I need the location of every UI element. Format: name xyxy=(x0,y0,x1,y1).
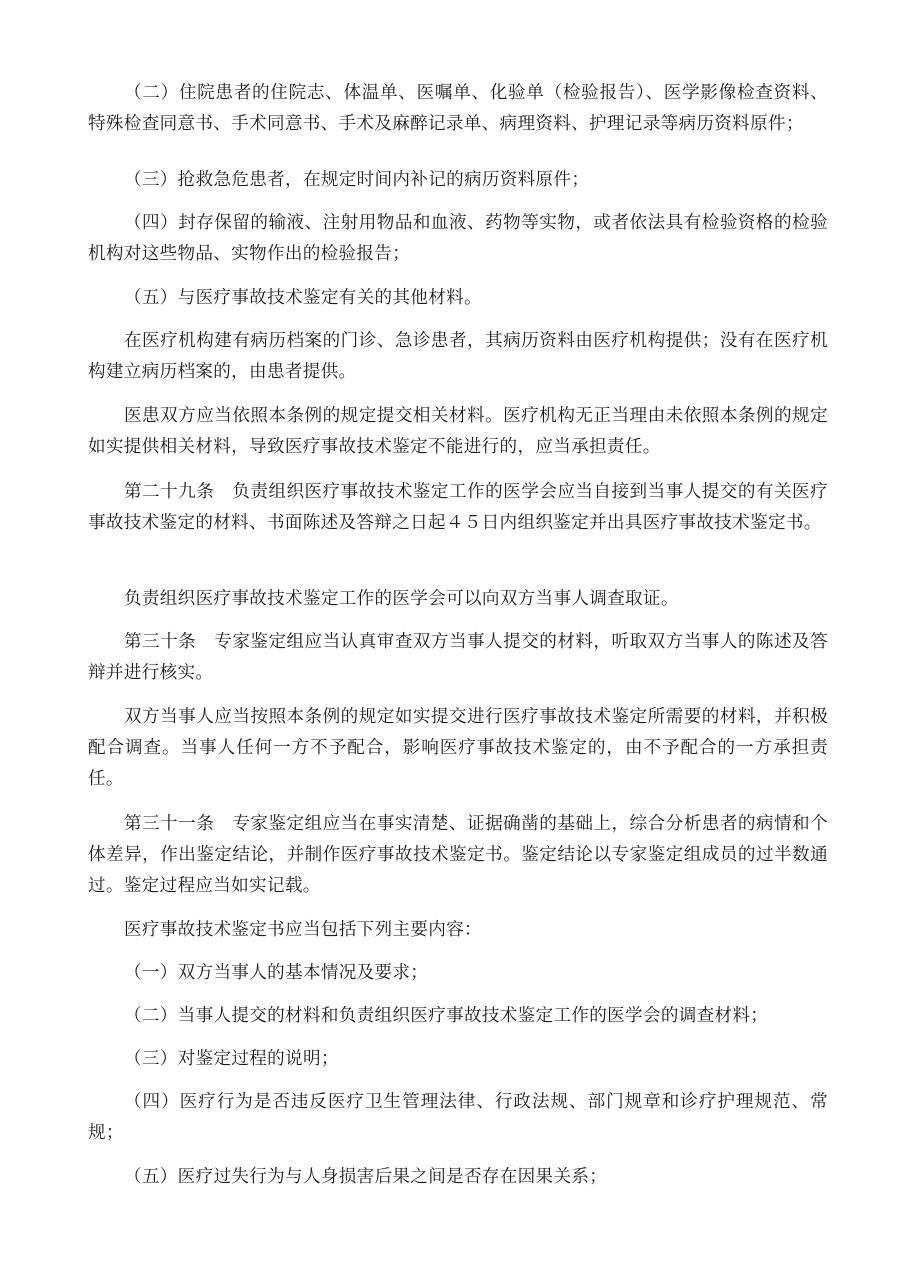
paragraph: （二）当事人提交的材料和负责组织医疗事故技术鉴定工作的医学会的调查材料； xyxy=(124,1006,769,1026)
paragraph: 第三十一条 专家鉴定组应当在事实清楚、证据确凿的基础上，综合分析患者的病情和个体差异，作出鉴定结论，并制作医疗事故技术鉴定书。鉴定结论以专家鉴定组成员的过半数通过。鉴定过程应当如实记载。 xyxy=(88,814,828,896)
paragraph: （四）医疗行为是否违反医疗卫生管理法律、行政法规、部门规章和诊疗护理规范、常规； xyxy=(88,1092,828,1143)
paragraph: 负责组织医疗事故技术鉴定工作的医学会可以向双方当事人调查取证。 xyxy=(124,589,679,609)
paragraph: 医患双方应当依照本条例的规定提交相关材料。医疗机构无正当理由未依照本条例的规定如实提供相关材料，导致医疗事故技术鉴定不能进行的，应当承担责任。 xyxy=(88,406,828,457)
paragraph: （二）住院患者的住院志、体温单、医嘱单、化验单（检验报告）、医学影像检查资料、特殊检查同意书、手术同意书、手术及麻醉记录单、病理资料、护理记录等病历资料原件； xyxy=(88,83,828,134)
paragraph: 第二十九条 负责组织医疗事故技术鉴定工作的医学会应当自接到当事人提交的有关医疗事故技术鉴定的材料、书面陈述及答辩之日起４５日内组织鉴定并出具医疗事故技术鉴定书。 xyxy=(88,482,828,533)
paragraph: （五）与医疗事故技术鉴定有关的其他材料。 xyxy=(124,288,482,308)
paragraph: 双方当事人应当按照本条例的规定如实提交进行医疗事故技术鉴定所需要的材料，并积极配合调查。当事人任何一方不予配合，影响医疗事故技术鉴定的，由不予配合的一方承担责任。 xyxy=(88,707,828,789)
paragraph: （四）封存保留的输液、注射用物品和血液、药物等实物，或者依法具有检验资格的检验机构对这些物品、实物作出的检验报告； xyxy=(88,213,828,264)
paragraph: 医疗事故技术鉴定书应当包括下列主要内容： xyxy=(124,920,482,940)
paragraph: 在医疗机构建有病历档案的门诊、急诊患者，其病历资料由医疗机构提供；没有在医疗机构建立病历档案的，由患者提供。 xyxy=(88,331,828,382)
paragraph: 第三十条 专家鉴定组应当认真审查双方当事人提交的材料，听取双方当事人的陈述及答辩并进行核实。 xyxy=(88,632,828,683)
paragraph: （三）抢救急危患者，在规定时间内补记的病历资料原件； xyxy=(124,170,590,190)
paragraph: （一）双方当事人的基本情况及要求； xyxy=(124,963,429,983)
paragraph: （五）医疗过失行为与人身损害后果之间是否存在因果关系； xyxy=(124,1167,608,1187)
paragraph: （三）对鉴定过程的说明； xyxy=(124,1049,339,1069)
